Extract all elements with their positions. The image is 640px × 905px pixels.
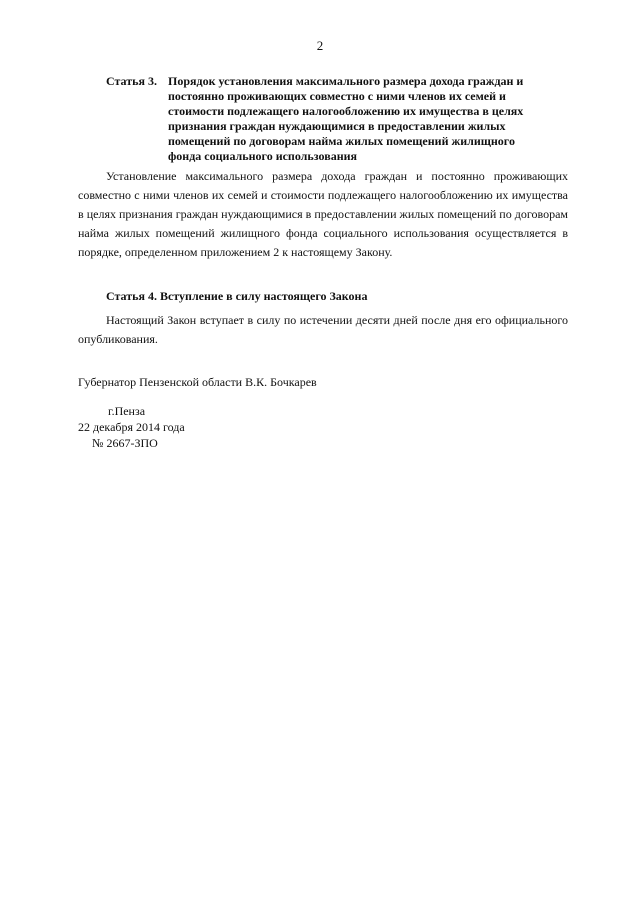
- article-4: [78, 289, 568, 349]
- place-city: г.Пенза: [108, 404, 146, 418]
- law-number: № 2667-ЗПО: [92, 436, 158, 450]
- place-date-block: [78, 403, 185, 451]
- article-4-body: Настоящий Закон вступает в силу по истечении десяти дней после дня его официального опубликования.: [78, 313, 568, 346]
- article-3-body: Установление максимального размера дохода граждан и постоянно проживающих совместно с ними членов их семей и стоимости подлежащего налогообложению их имущества в целях признания граждан нуждающимися в предоставлении жилых помещений по договорам найма жилых помещений жилищного фонда социального использования осуществляется в порядке, определенном приложением 2 к настоящему Закону.: [78, 169, 568, 259]
- article-3-number: Статья 3.: [106, 74, 157, 88]
- article-3-title: Порядок установления максимального размера дохода граждан и постоянно проживающих совместно с ними членов их семей и стоимости подлежащего налогообложению их имущества в целях признания граждан нуждающимися в предоставлении жилых помещений по договорам найма жилых помещений жилищного фонда социального использования: [168, 74, 524, 163]
- place-date: 22 декабря 2014 года: [78, 420, 185, 434]
- article-4-heading: Статья 4. Вступление в силу настоящего Закона: [106, 289, 368, 303]
- page-number: 2: [316, 38, 324, 53]
- governor-signature-line: Губернатор Пензенской области В.К. Бочкарев: [78, 375, 317, 389]
- article-3: [78, 74, 568, 262]
- article-3-heading: [78, 74, 568, 164]
